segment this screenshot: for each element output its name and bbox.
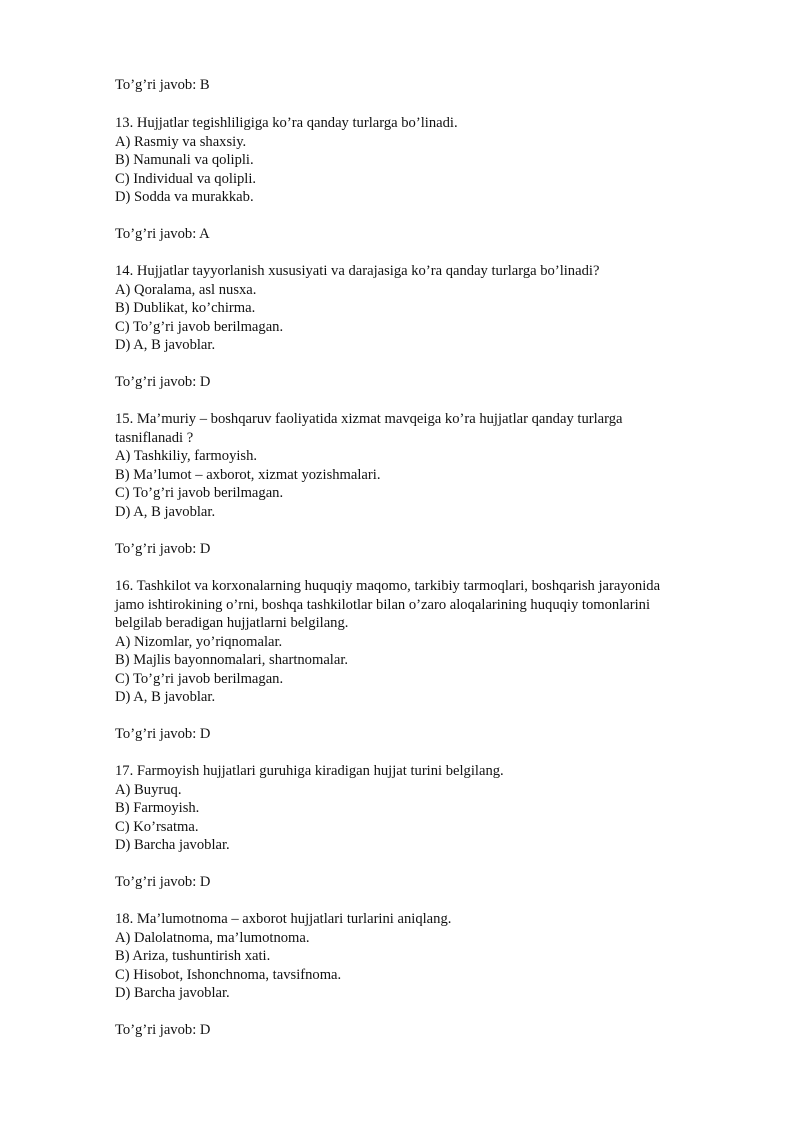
option-a: A) Buyruq. — [115, 781, 182, 798]
option-c: C) Ko’rsatma. — [115, 818, 199, 835]
option-b: B) Dublikat, ko’chirma. — [115, 300, 256, 316]
option-d: D) A, B javoblar. — [115, 337, 216, 353]
option-b: B) Ariza, tushuntirish xati. — [115, 948, 271, 964]
option-a: A) Qoralama, asl nusxa. — [115, 281, 257, 298]
question-text-line-2: jamo ishtirokining o’rni, boshqa tashkilotlar bilan o’zaro aloqalarining huquqiy tomonlarini — [115, 596, 651, 613]
option-b: B) Farmoyish. — [115, 800, 200, 816]
question-text: 14. Hujjatlar tayyorlanish xususiyati va darajasiga ko’ra qanday turlarga bo’linadi? — [115, 263, 600, 279]
answer-block — [115, 1021, 735, 1040]
question-14 — [115, 262, 735, 355]
option-c: C) To’g’ri javob berilmagan. — [115, 318, 284, 335]
answer-block — [115, 76, 735, 95]
option-d: D) A, B javoblar. — [115, 503, 216, 520]
answer-block — [115, 373, 735, 392]
question-text-line-1: 16. Tashkilot va korxonalarning huquqiy maqomo, tarkibiy tarmoqlari, boshqarish jarayonida — [115, 578, 661, 594]
answer-text: To’g’ri javob: A — [115, 226, 210, 242]
question-text: 17. Farmoyish hujjatlari guruhiga kiradigan hujjat turini belgilang. — [115, 763, 504, 779]
answer-text: To’g’ri javob: D — [115, 541, 211, 557]
question-text: 18. Ma’lumotnoma – axborot hujjatlari turlarini aniqlang. — [115, 911, 452, 927]
question-text-line-3: belgilab beradigan hujjatlarni belgilang. — [115, 615, 349, 631]
answer-text: To’g’ri javob: D — [115, 874, 211, 890]
option-b: B) Ma’lumot – axborot, xizmat yozishmalari. — [115, 466, 381, 483]
option-a: A) Nizomlar, yo’riqnomalar. — [115, 633, 283, 650]
question-18 — [115, 910, 735, 1003]
option-d: D) Barcha javoblar. — [115, 837, 230, 853]
option-a: A) Tashkiliy, farmoyish. — [115, 448, 258, 464]
answer-text: To’g’ri javob: D — [115, 1022, 211, 1038]
answer-block — [115, 540, 735, 559]
answer-text: To’g’ri javob: B — [115, 77, 210, 93]
option-c: C) Individual va qolipli. — [115, 170, 257, 187]
answer-block — [115, 225, 735, 244]
option-d: D) Sodda va murakkab. — [115, 189, 254, 205]
question-17 — [115, 762, 735, 855]
question-text-line-2: tasniflanadi ? — [115, 429, 194, 446]
question-15 — [115, 410, 735, 521]
option-b: B) Namunali va qolipli. — [115, 152, 254, 168]
answer-block — [115, 725, 735, 744]
question-text: 13. Hujjatlar tegishliligiga ko’ra qanday turlarga bo’linadi. — [115, 115, 458, 131]
option-b: B) Majlis bayonnomalari, shartnomalar. — [115, 652, 349, 668]
option-a: A) Rasmiy va shaxsiy. — [115, 133, 247, 150]
option-a: A) Dalolatnoma, ma’lumotnoma. — [115, 929, 310, 946]
answer-block — [115, 873, 735, 892]
question-13 — [115, 114, 735, 207]
option-d: D) A, B javoblar. — [115, 689, 216, 705]
option-c: C) Hisobot, Ishonchnoma, tavsifnoma. — [115, 966, 342, 983]
option-c: C) To’g’ri javob berilmagan. — [115, 485, 284, 501]
option-c: C) To’g’ri javob berilmagan. — [115, 670, 284, 687]
question-text-line-1: 15. Ma’muriy – boshqaruv faoliyatida xizmat mavqeiga ko’ra hujjatlar qanday turlarga — [115, 411, 623, 427]
question-16 — [115, 577, 735, 707]
option-d: D) Barcha javoblar. — [115, 985, 230, 1001]
answer-text: To’g’ri javob: D — [115, 374, 211, 390]
answer-text: To’g’ri javob: D — [115, 726, 211, 742]
